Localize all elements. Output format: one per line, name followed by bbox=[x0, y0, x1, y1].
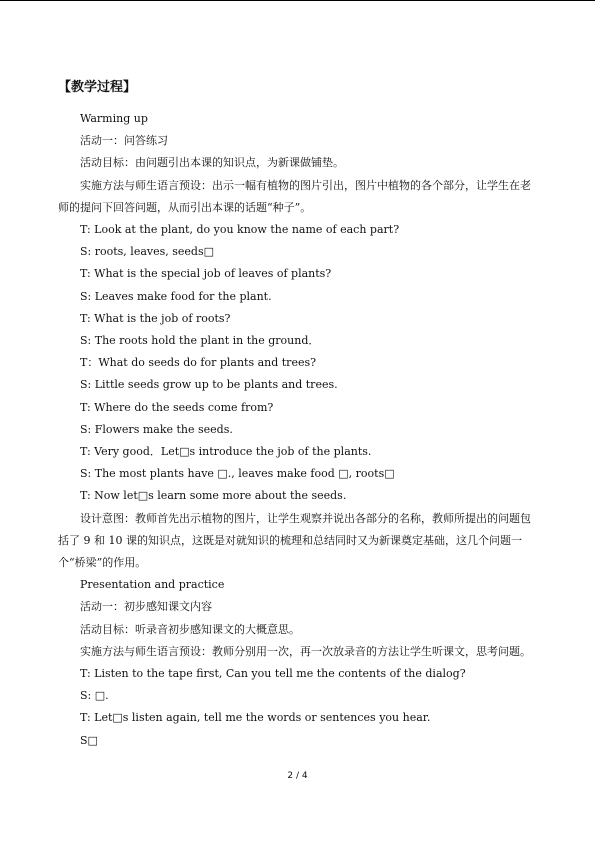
paragraph-activity-1: 活动一：问答练习 bbox=[80, 134, 168, 148]
paragraph-presentation: Presentation and practice bbox=[80, 578, 225, 592]
dialog-line: T: What is the job of roots? bbox=[80, 311, 231, 325]
dialog-line: T: Very good．Let□s introduce the job of the plants. bbox=[80, 445, 372, 459]
paragraph-activity-goal: 活动目标：由问题引出本课的知识点，为新课做铺垫。 bbox=[80, 156, 344, 170]
dialog-line: T: Look at the plant, do you know the name of each part? bbox=[80, 223, 400, 237]
header-rule bbox=[0, 0, 595, 1]
dialog-line: T: What is the special job of leaves of plants? bbox=[80, 267, 332, 281]
dialog-line: S: The roots hold the plant in the ground． bbox=[80, 334, 320, 348]
dialog-line: S: roots, leaves, seeds□ bbox=[80, 245, 214, 259]
paragraph-method-b: 实施方法与师生语言预设：教师分别用一次，再一次放录音的方法让学生听课文，思考问题。 bbox=[80, 644, 531, 658]
paragraph-warming-up: Warming up bbox=[80, 112, 148, 125]
document-body bbox=[58, 78, 538, 752]
dialog-line: T: Now let□s learn some more about the seeds. bbox=[80, 489, 347, 503]
paragraph-activity-goal-b: 活动目标：听录音初步感知课文的大概意思。 bbox=[80, 622, 300, 636]
section-heading: 【教学过程】 bbox=[58, 80, 137, 95]
dialog-line: S: Little seeds grow up to be plants and trees. bbox=[80, 378, 338, 392]
dialog-line: S: Flowers make the seeds. bbox=[80, 422, 233, 436]
dialog-line: S□ bbox=[80, 733, 98, 747]
dialog-line: S: The most plants have □., leaves make food □, roots□ bbox=[80, 467, 395, 481]
paragraph-activity-1b: 活动一：初步感知课文内容 bbox=[80, 600, 212, 614]
dialog-line: S: □. bbox=[80, 689, 109, 703]
page-number: 2 / 4 bbox=[287, 771, 308, 781]
dialog-line: S: Leaves make food for the plant. bbox=[80, 289, 272, 303]
dialog-line: T: Where do the seeds come from? bbox=[80, 400, 274, 414]
paragraph-design-intent: 设计意图：教师首先出示植物的图片，让学生观察并说出各部分的名称，教师所提出的问题包括了 9 和 10 课的知识点，这既是对就知识的梳理和总结同时又为新课奠定基础，这几个问题一个“桥梁”的作用。 bbox=[58, 511, 531, 570]
paragraph-method: 实施方法与师生语言预设：出示一幅有植物的图片引出，图片中植物的各个部分，让学生在老师的提问下回答问题，从而引出本课的话题“种子”。 bbox=[58, 178, 531, 214]
dialog-line: T: Let□s listen again, tell me the words or sentences you hear. bbox=[80, 711, 431, 725]
dialog-line: T: Listen to the tape first, Can you tell me the contents of the dialog? bbox=[80, 667, 466, 681]
dialog-line: T：What do seeds do for plants and trees? bbox=[80, 356, 317, 370]
